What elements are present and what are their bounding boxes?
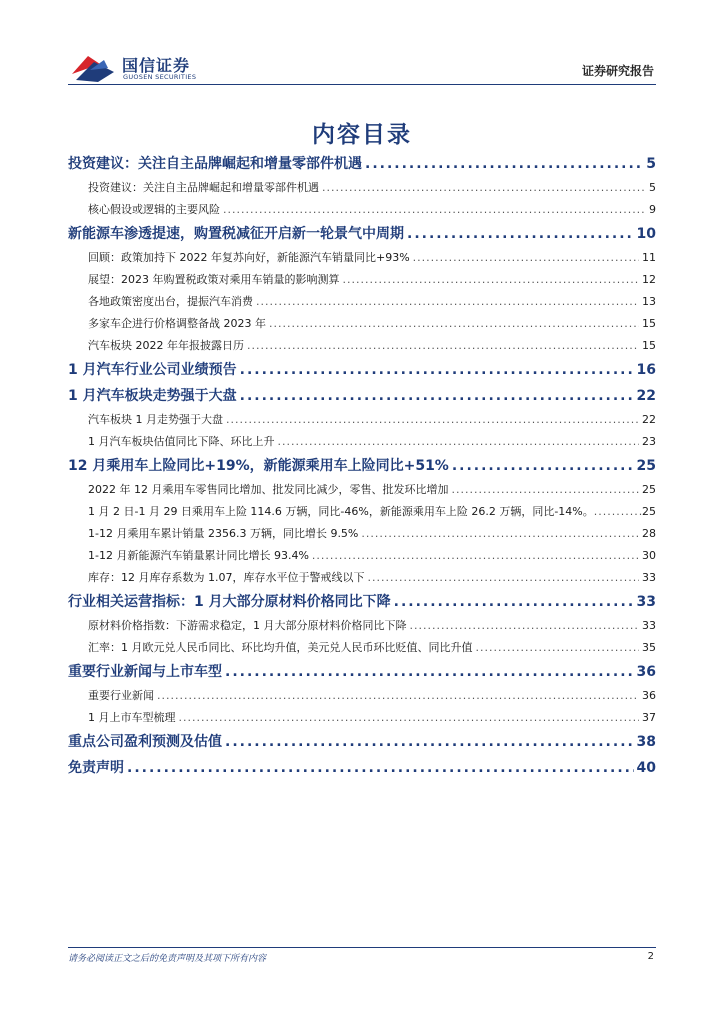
toc-entry-title: 原材料价格指数：下游需求稳定，1 月大部分原材料价格同比下降 (88, 619, 407, 632)
toc-subsection-entry[interactable] (68, 409, 656, 431)
toc-entry-title: 展望：2023 年购置税政策对乘用车销量的影响测算 (88, 273, 340, 286)
toc-subsection-entry[interactable] (68, 501, 656, 523)
toc-entry-page: 33 (642, 619, 656, 632)
toc-entry-title: 核心假设或逻辑的主要风险 (88, 203, 220, 216)
toc-entry-title: 1-12 月乘用车累计销量 2356.3 万辆，同比增长 9.5% (88, 527, 359, 540)
toc-section-entry[interactable] (68, 659, 656, 685)
toc-subsection-entry[interactable] (68, 567, 656, 589)
toc-leader-dots (225, 659, 634, 685)
toc-entry-title: 库存：12 月库存系数为 1.07，库存水平位于警戒线以下 (88, 571, 365, 584)
toc-leader-dots (225, 729, 634, 755)
toc-entry-title: 重要行业新闻 (88, 689, 154, 702)
toc-entry-title: 1 月汽车板块走势强于大盘 (68, 388, 237, 404)
page-header (0, 0, 724, 88)
toc-section-entry[interactable] (68, 589, 656, 615)
toc-subsection-entry[interactable] (68, 291, 656, 313)
toc-entry-title: 免责声明 (68, 760, 124, 776)
toc-leader-dots (452, 453, 634, 479)
toc-entry-title: 1 月汽车板块估值同比下降、环比上升 (88, 435, 275, 448)
toc-subsection-entry[interactable] (68, 707, 656, 729)
toc-leader-dots (127, 755, 634, 781)
toc-leader-dots (413, 247, 639, 269)
footer-disclaimer: 请务必阅读正文之后的免责声明及其项下所有内容 (68, 954, 267, 964)
toc-entry-title: 行业相关运营指标：1 月大部分原材料价格同比下降 (68, 594, 391, 610)
toc-leader-dots (365, 151, 643, 177)
toc-entry-title: 汽车板块 2022 年年报披露日历 (88, 339, 244, 352)
toc-entry-page: 5 (649, 181, 656, 194)
toc-entry-title: 1-12 月新能源汽车销量累计同比增长 93.4% (88, 549, 309, 562)
toc-entry-page: 40 (636, 760, 656, 776)
toc-entry-page: 22 (642, 413, 656, 426)
toc-entry-page: 36 (642, 689, 656, 702)
toc-subsection-entry[interactable] (68, 199, 656, 221)
toc-entry-page: 5 (646, 156, 656, 172)
toc-section-entry[interactable] (68, 383, 656, 409)
toc-leader-dots (367, 567, 639, 589)
toc-leader-dots (278, 431, 640, 453)
toc-entry-page: 15 (642, 339, 656, 352)
toc-leader-dots (476, 637, 640, 659)
toc-leader-dots (256, 291, 639, 313)
toc-entry-page: 10 (636, 226, 656, 242)
toc-entry-page: 23 (642, 435, 656, 448)
toc-entry-title: 投资建议：关注自主品牌崛起和增量零部件机遇 (68, 156, 362, 172)
toc-entry-title: 回顾：政策加持下 2022 年复苏向好，新能源汽车销量同比+93% (88, 251, 410, 264)
toc-leader-dots (394, 589, 634, 615)
toc-entry-page: 11 (642, 251, 656, 264)
toc-entry-page: 37 (642, 711, 656, 724)
toc-entry-page: 30 (642, 549, 656, 562)
toc-entry-page: 16 (636, 362, 656, 378)
toc-subsection-entry[interactable] (68, 177, 656, 199)
guosen-logo-mark-icon (70, 52, 116, 84)
toc-leader-dots (269, 313, 639, 335)
toc-section-entry[interactable] (68, 453, 656, 479)
logo-chinese-name: 国信证券 (122, 56, 191, 75)
toc-entry-title: 各地政策密度出台，提振汽车消费 (88, 295, 253, 308)
toc-subsection-entry[interactable] (68, 247, 656, 269)
toc-section-entry[interactable] (68, 729, 656, 755)
report-type-label: 证券研究报告 (581, 64, 654, 78)
guosen-logo (70, 52, 210, 86)
toc-entry-page: 35 (642, 641, 656, 654)
toc-leader-dots (594, 501, 642, 523)
toc-entry-page: 22 (636, 388, 656, 404)
toc-leader-dots (451, 479, 639, 501)
toc-leader-dots (223, 199, 646, 221)
toc-section-entry[interactable] (68, 755, 656, 781)
logo-english-name: GUOSEN SECURITIES (123, 73, 197, 81)
toc-section-entry[interactable] (68, 221, 656, 247)
footer-divider (68, 947, 656, 948)
toc-subsection-entry[interactable] (68, 313, 656, 335)
toc-title: 内容目录 (312, 122, 412, 148)
toc-entry-title: 重点公司盈利预测及估值 (68, 734, 222, 750)
toc-leader-dots (312, 545, 639, 567)
toc-leader-dots (343, 269, 640, 291)
toc-entry-title: 2022 年 12 月乘用车零售同比增加、批发同比减少，零售、批发环比增加 (88, 483, 449, 496)
toc-leader-dots (157, 685, 639, 707)
toc-entry-title: 重要行业新闻与上市车型 (68, 664, 222, 680)
toc-leader-dots (361, 523, 639, 545)
toc-entry-title: 新能源车渗透提速，购置税减征开启新一轮景气中周期 (68, 226, 404, 242)
toc-leader-dots (322, 177, 646, 199)
toc-entry-title: 汇率：1 月欧元兑人民币同比、环比均升值，美元兑人民币环比贬值、同比升值 (88, 641, 473, 654)
toc-entry-page: 33 (642, 571, 656, 584)
toc-entry-page: 36 (636, 664, 656, 680)
toc-subsection-entry[interactable] (68, 685, 656, 707)
toc-entry-title: 多家车企进行价格调整备战 2023 年 (88, 317, 266, 330)
toc-entry-page: 25 (642, 505, 656, 518)
toc-leader-dots (240, 357, 634, 383)
toc-section-entry[interactable] (68, 357, 656, 383)
toc-entry-page: 12 (642, 273, 656, 286)
toc-subsection-entry[interactable] (68, 615, 656, 637)
toc-leader-dots (226, 409, 639, 431)
toc-subsection-entry[interactable] (68, 431, 656, 453)
toc-leader-dots (179, 707, 640, 729)
toc-leader-dots (407, 221, 634, 247)
toc-leader-dots (247, 335, 639, 357)
header-divider (68, 84, 656, 85)
toc-entry-page: 9 (649, 203, 656, 216)
toc-leader-dots (410, 615, 640, 637)
toc-subsection-entry[interactable] (68, 335, 656, 357)
toc-entry-page: 25 (636, 458, 656, 474)
toc-subsection-entry[interactable] (68, 523, 656, 545)
toc-entry-page: 38 (636, 734, 656, 750)
toc-entry-page: 15 (642, 317, 656, 330)
toc-section-entry[interactable] (68, 151, 656, 177)
toc-subsection-entry[interactable] (68, 479, 656, 501)
toc-entry-page: 33 (636, 594, 656, 610)
toc-entry-title: 投资建议：关注自主品牌崛起和增量零部件机遇 (88, 181, 319, 194)
page-number: 2 (647, 951, 654, 962)
toc-entry-title: 1 月 2 日-1 月 29 日乘用车上险 114.6 万辆，同比-46%，新能源乘用车上险 26.2 万辆，同比-14%。 (88, 505, 594, 518)
toc-leader-dots (240, 383, 634, 409)
toc-entry-page: 25 (642, 483, 656, 496)
toc-entry-page: 13 (642, 295, 656, 308)
toc-subsection-entry[interactable] (68, 545, 656, 567)
toc-subsection-entry[interactable] (68, 637, 656, 659)
toc-entry-title: 汽车板块 1 月走势强于大盘 (88, 413, 223, 426)
toc-entry-title: 1 月上市车型梳理 (88, 711, 176, 724)
toc-entry-page: 28 (642, 527, 656, 540)
toc-entry-title: 12 月乘用车上险同比+19%，新能源乘用车上险同比+51% (68, 458, 449, 474)
toc-subsection-entry[interactable] (68, 269, 656, 291)
table-of-contents (68, 151, 656, 781)
toc-entry-title: 1 月汽车行业公司业绩预告 (68, 362, 237, 378)
